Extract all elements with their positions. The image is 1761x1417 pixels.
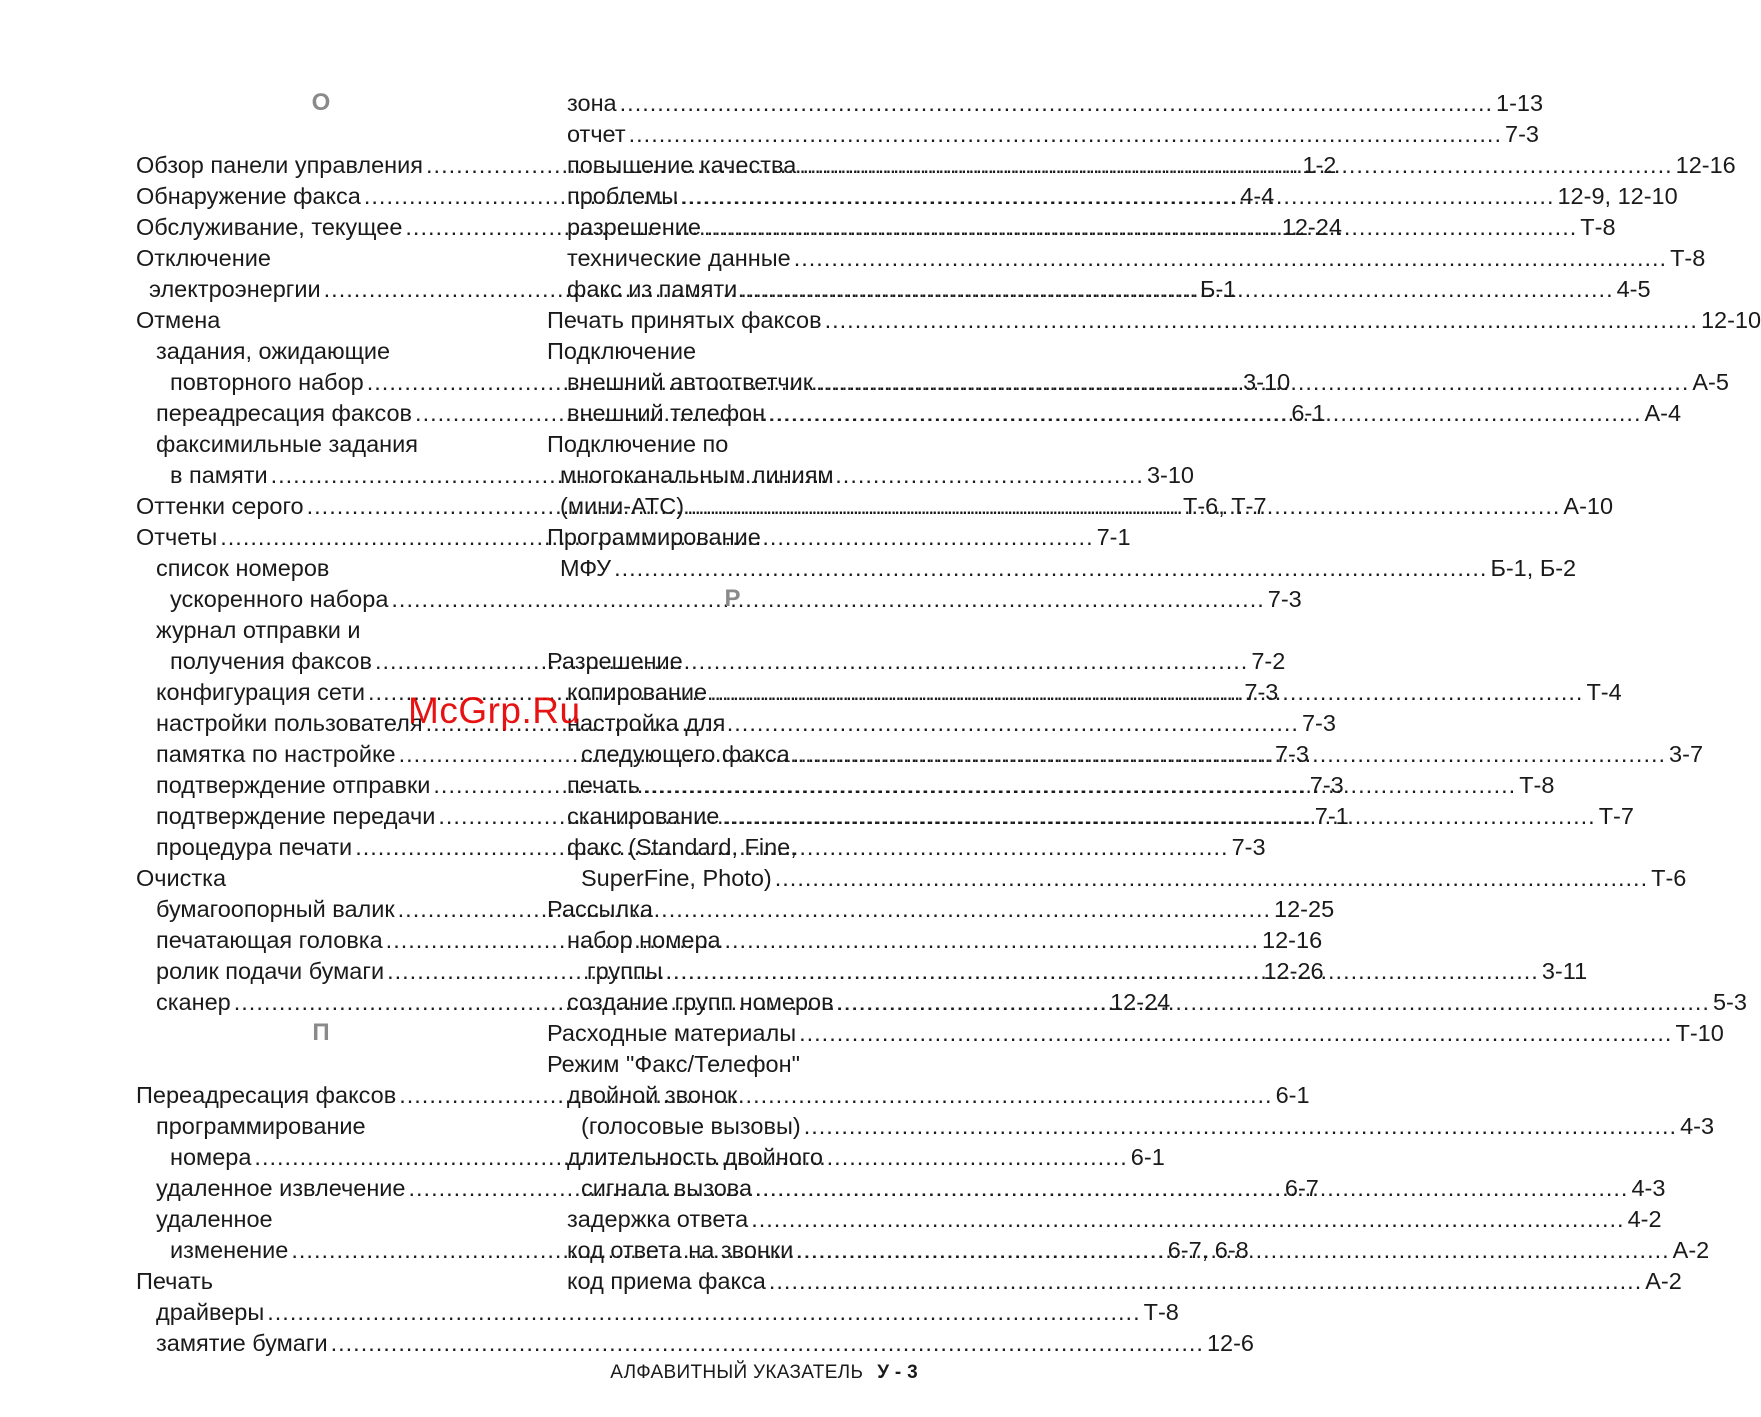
index-page-ref: А-2 xyxy=(1672,1237,1710,1263)
index-term: Обзор панели управления xyxy=(136,152,424,178)
index-term: удаленное извлечение xyxy=(156,1175,406,1201)
index-term: следующего факса xyxy=(581,741,790,767)
index-page-ref: 7-1 xyxy=(1314,803,1349,829)
dot-leader xyxy=(794,243,1667,273)
index-term: (мини-АТС) xyxy=(560,493,685,519)
index-term: Отмена xyxy=(136,307,221,333)
index-entry xyxy=(547,553,1577,583)
index-term: переадресация факсов xyxy=(156,400,413,426)
index-term: Расходные материалы xyxy=(547,1020,797,1046)
index-term: проблемы xyxy=(567,183,679,209)
index-page-ref: 1-2 xyxy=(1302,152,1337,178)
dot-leader xyxy=(769,1266,1642,1296)
index-term: сканирование xyxy=(567,803,720,829)
index-term: памятка по настройке xyxy=(156,741,396,767)
index-term: удаленное xyxy=(156,1206,273,1232)
dot-leader xyxy=(751,1204,1624,1234)
index-entry xyxy=(547,1142,918,1172)
index-term: Очистка xyxy=(136,865,227,891)
index-term: Программирование xyxy=(547,524,761,550)
index-entry xyxy=(136,584,1302,614)
index-term: факсимильные задания xyxy=(156,431,418,457)
index-entry xyxy=(547,925,918,955)
index-page-ref: 4-2 xyxy=(1627,1206,1662,1232)
index-entry xyxy=(136,615,506,645)
index-term: двойной звонок xyxy=(567,1082,738,1108)
index-term: получения факсов xyxy=(170,648,372,674)
index-term: повторного набор xyxy=(170,369,364,395)
index-term: программирование xyxy=(156,1113,366,1139)
index-term: в памяти xyxy=(170,462,268,488)
index-term: Режим "Факс/Телефон" xyxy=(547,1051,800,1077)
index-term: факс из памяти xyxy=(567,276,738,302)
index-entry xyxy=(547,1266,1682,1296)
index-page-ref: 3-10 xyxy=(1146,462,1195,488)
dot-leader xyxy=(710,677,1583,707)
index-page-ref: 7-3 xyxy=(1267,586,1302,612)
index-term: Подключение по xyxy=(547,431,729,457)
index-term: электроэнергии xyxy=(149,276,321,302)
index-page-ref: 6-1 xyxy=(1275,1082,1310,1108)
index-page-ref: Т-6 xyxy=(1651,865,1687,891)
index-page-ref: 6-1 xyxy=(1291,400,1326,426)
index-term: изменение xyxy=(170,1237,289,1263)
index-page-ref: 12-16 xyxy=(1262,927,1323,953)
index-term: длительность двойного xyxy=(567,1144,823,1170)
index-page-ref: 4-4 xyxy=(1240,183,1275,209)
index-entry xyxy=(136,243,506,273)
index-term: печатающая головка xyxy=(156,927,383,953)
index-term: список номеров xyxy=(156,555,330,581)
dot-leader xyxy=(796,1235,1669,1265)
index-entry xyxy=(136,1266,506,1296)
dot-leader xyxy=(687,491,1560,521)
index-page-ref: 3-10 xyxy=(1243,369,1291,395)
index-page-ref: 12-10 xyxy=(1700,307,1761,333)
index-term: печать xyxy=(567,772,640,798)
index-section-letter: О xyxy=(311,89,331,116)
index-page-ref: 7-3 xyxy=(1505,121,1539,147)
index-page-ref: Т-6, Т-7 xyxy=(1183,493,1267,519)
index-term: Печать принятых факсов xyxy=(547,307,822,333)
index-term: внешний телефон xyxy=(567,400,766,426)
index-term: подтверждение отправки xyxy=(156,772,431,798)
index-term: Печать xyxy=(136,1268,213,1294)
index-term: МФУ xyxy=(560,555,612,581)
index-page-ref: Т-8 xyxy=(1143,1299,1179,1325)
index-page-ref: 6-1 xyxy=(1130,1144,1165,1170)
dot-leader xyxy=(643,770,1516,800)
index-term: сканер xyxy=(156,989,231,1015)
index-section-letter: П xyxy=(312,1019,330,1046)
index-page-ref: 7-2 xyxy=(1251,648,1286,674)
index-page-ref: А-10 xyxy=(1563,493,1614,519)
index-term: Оттенки серого xyxy=(136,493,304,519)
index-page-ref: 3-7 xyxy=(1669,741,1704,767)
index-term: набор номера xyxy=(567,927,721,953)
index-entry xyxy=(547,460,918,490)
index-term: замятие бумаги xyxy=(156,1330,328,1356)
index-entry xyxy=(136,336,506,366)
dot-leader xyxy=(267,1297,1140,1327)
index-page-ref: Б-1 xyxy=(1200,276,1237,302)
index-term: группы xyxy=(587,958,663,984)
index-page-ref: 6-7, 6-8 xyxy=(1167,1237,1249,1263)
index-page-ref: 1-13 xyxy=(1496,90,1544,116)
index-term: журнал отправки и xyxy=(156,617,361,643)
index-page-ref: 7-1 xyxy=(1096,524,1131,550)
index-term: копирование xyxy=(567,679,708,705)
dot-leader xyxy=(331,1328,1204,1358)
dot-leader xyxy=(740,274,1613,304)
index-entry xyxy=(547,305,1761,335)
index-entry xyxy=(547,336,918,366)
index-term: отчет xyxy=(567,121,626,147)
dot-leader xyxy=(775,863,1648,893)
index-entry xyxy=(547,894,918,924)
index-term: Переадресация факсов xyxy=(136,1082,397,1108)
index-term: бумагоопорный валик xyxy=(156,896,395,922)
index-page-ref: Т-8 xyxy=(1580,214,1616,240)
footer-section-title: АЛФАВИТНЫЙ УКАЗАТЕЛЬ xyxy=(610,1362,864,1383)
index-term: настройки пользователя xyxy=(156,710,423,736)
index-entry xyxy=(547,646,918,676)
index-term: драйверы xyxy=(156,1299,265,1325)
page-footer xyxy=(610,1362,918,1384)
dot-leader xyxy=(704,212,1577,242)
index-page-ref: Т-4 xyxy=(1586,679,1622,705)
index-entry xyxy=(547,1080,918,1110)
index-entry xyxy=(136,863,506,893)
index-term: настройка для xyxy=(567,710,726,736)
index-entry xyxy=(136,429,506,459)
index-page-ref: Т-8 xyxy=(1519,772,1555,798)
index-page-ref: Т-7 xyxy=(1598,803,1634,829)
index-term: (голосовые вызовы) xyxy=(581,1113,801,1139)
dot-leader xyxy=(722,801,1595,831)
index-page-ref: 12-9, 12-10 xyxy=(1557,183,1678,209)
index-term: факс (Standard, Fine, xyxy=(567,834,797,860)
index-term: сигнала вызова xyxy=(581,1175,753,1201)
dot-leader xyxy=(629,119,1502,149)
index-term: номера xyxy=(170,1144,252,1170)
index-entry xyxy=(547,243,1706,273)
index-entry xyxy=(136,1297,1179,1327)
index-term: код ответа на звонки xyxy=(567,1237,794,1263)
index-term: зона xyxy=(567,90,617,116)
footer-page-number: У - 3 xyxy=(877,1362,918,1383)
dot-leader xyxy=(620,88,1493,118)
index-entry xyxy=(136,305,506,335)
index-page-ref: 6-7 xyxy=(1284,1175,1319,1201)
index-page-ref: 7-3 xyxy=(1244,679,1279,705)
index-entry xyxy=(136,1111,506,1141)
index-entry xyxy=(547,708,918,738)
dot-leader xyxy=(825,305,1698,335)
index-term: Отключение xyxy=(136,245,271,271)
index-page-ref: 12-25 xyxy=(1274,896,1335,922)
index-entry xyxy=(547,119,1539,149)
index-term: ускоренного набора xyxy=(170,586,389,612)
index-page-ref: 4-3 xyxy=(1631,1175,1666,1201)
index-entry xyxy=(547,522,918,552)
index-term: код приема факса xyxy=(567,1268,766,1294)
index-section-letter: Р xyxy=(724,585,741,612)
index-entry xyxy=(547,863,1687,893)
dot-leader xyxy=(816,367,1689,397)
index-page-ref: 12-6 xyxy=(1206,1330,1254,1356)
index-page-ref: 12-24 xyxy=(1110,989,1171,1015)
index-entry xyxy=(547,429,918,459)
index-page-ref: А-4 xyxy=(1644,400,1682,426)
index-term: Рассылка xyxy=(547,896,653,922)
dot-leader xyxy=(804,1111,1677,1141)
index-page-ref: 12-26 xyxy=(1263,958,1324,984)
index-term: SuperFine, Photo) xyxy=(581,865,772,891)
index-term: Подключение xyxy=(547,338,697,364)
index-term: процедура печати xyxy=(156,834,353,860)
index-term: Обслуживание, текущее xyxy=(136,214,403,240)
index-page-ref: 5-3 xyxy=(1712,989,1747,1015)
dot-leader xyxy=(768,398,1641,428)
index-term: многоканальным линиям xyxy=(560,462,834,488)
index-page-ref: А-2 xyxy=(1645,1268,1682,1294)
index-page-ref: 7-3 xyxy=(1309,772,1344,798)
index-term: разрешение xyxy=(567,214,701,240)
index-page-ref: 3-11 xyxy=(1541,958,1588,984)
dot-leader xyxy=(755,1173,1628,1203)
index-term: Разрешение xyxy=(547,648,683,674)
index-term: ролик подачи бумаги xyxy=(156,958,385,984)
index-entry xyxy=(547,1018,1724,1048)
index-entry xyxy=(547,88,1544,118)
index-page-ref: 4-5 xyxy=(1616,276,1651,302)
index-term: внешний автоответчик xyxy=(567,369,813,395)
dot-leader xyxy=(665,956,1538,986)
index-page-ref: 7-3 xyxy=(1274,741,1309,767)
watermark-text: McGrp.Ru xyxy=(408,690,581,731)
index-entry xyxy=(547,1049,918,1079)
index-entry xyxy=(136,1204,506,1234)
index-entry xyxy=(547,832,918,862)
dot-leader xyxy=(614,553,1487,583)
index-term: задания, ожидающие xyxy=(156,338,391,364)
index-entry xyxy=(547,1204,1662,1234)
index-page-ref: Т-10 xyxy=(1675,1020,1724,1046)
index-term: повышение качества xyxy=(567,152,797,178)
index-term: конфигурация сети xyxy=(156,679,366,705)
dot-leader xyxy=(681,181,1554,211)
index-term: технические данные xyxy=(567,245,791,271)
index-term: подтверждение передачи xyxy=(156,803,436,829)
index-entry xyxy=(136,553,506,583)
dot-leader xyxy=(799,1018,1672,1048)
index-term: задержка ответа xyxy=(567,1206,749,1232)
index-entry xyxy=(547,1111,1715,1141)
index-page-ref: А-5 xyxy=(1692,369,1729,395)
index-page-ref: Т-8 xyxy=(1670,245,1706,271)
dot-leader xyxy=(799,150,1672,180)
index-term: создание групп номеров xyxy=(567,989,834,1015)
index-page-ref: 7-3 xyxy=(1301,710,1336,736)
dot-leader xyxy=(793,739,1666,769)
index-page-ref: 4-3 xyxy=(1680,1113,1715,1139)
dot-leader xyxy=(837,987,1710,1017)
index-page-ref: Б-1, Б-2 xyxy=(1490,555,1577,581)
index-entry xyxy=(136,1328,1254,1358)
index-page-ref: 7-3 xyxy=(1231,834,1266,860)
index-term: Отчеты xyxy=(136,524,218,550)
index-page-ref: 12-24 xyxy=(1281,214,1342,240)
index-page-ref: 12-16 xyxy=(1675,152,1736,178)
index-entry xyxy=(547,150,1736,180)
index-term: Обнаружение факса xyxy=(136,183,361,209)
